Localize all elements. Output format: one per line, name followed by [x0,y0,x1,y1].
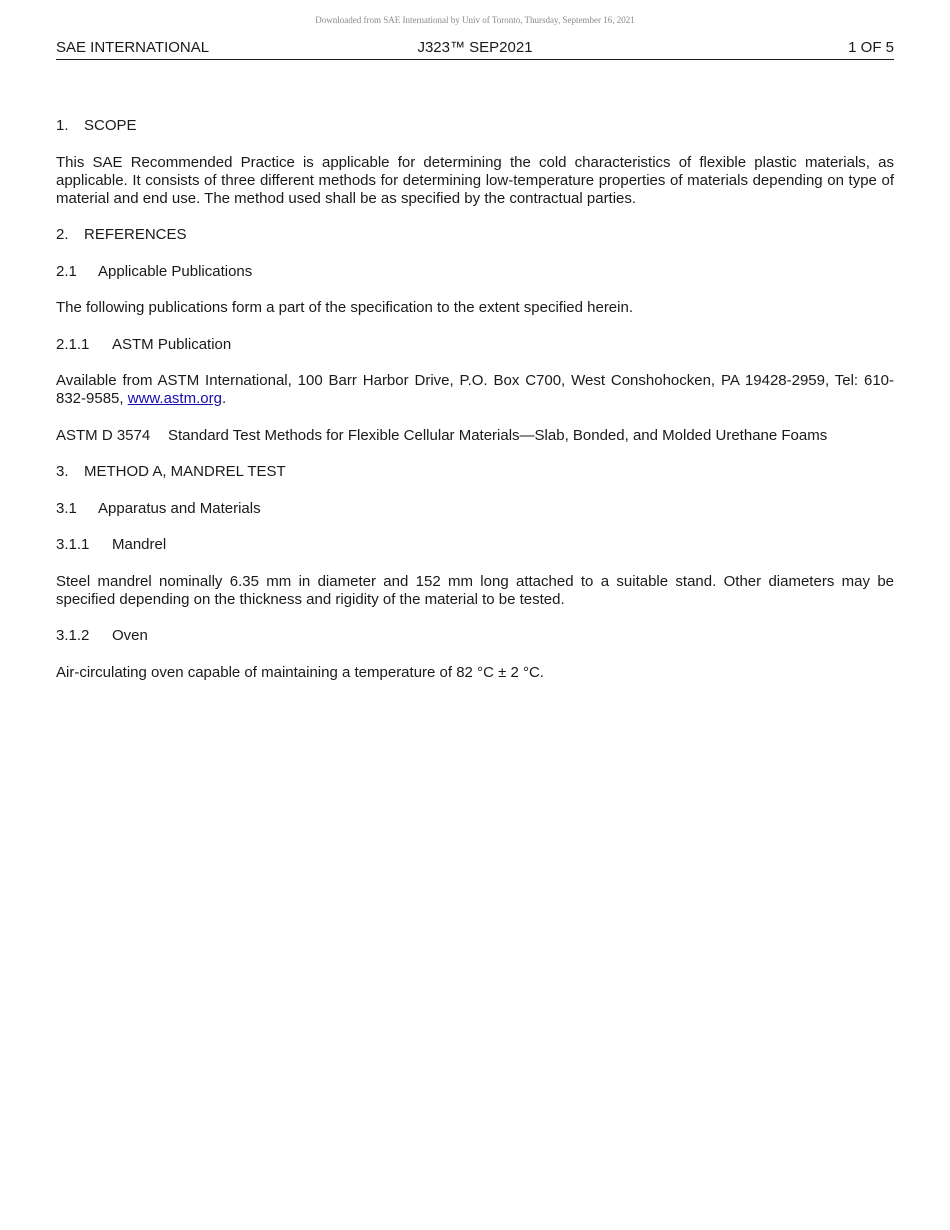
section-title: SCOPE [84,117,137,134]
astm-availability-text: Available from ASTM International, 100 Barr Harbor Drive, P.O. Box C700, West Conshohocken, PA 19428-2959, Tel: 610-832-9585, [56,372,894,407]
document-body [56,117,894,682]
oven-paragraph: Air-circulating oven capable of maintaining a temperature of 82 °C ± 2 °C. [56,663,544,681]
publications-paragraph: The following publications form a part of the specification to the extent specified herein. [56,299,633,316]
section-heading-2-1-1 [56,336,894,354]
section-number: 2.1 [56,262,77,280]
section-heading-2 [56,226,894,244]
section-title: METHOD A, MANDREL TEST [84,463,286,480]
section-title: Applicable Publications [98,262,253,280]
section-number: 3.1.1 [56,536,90,553]
running-header [56,38,894,60]
astm-availability-paragraph [56,372,894,408]
sentence-end: . [221,390,227,407]
mandrel-paragraph: Steel mandrel nominally 6.35 mm in diameter and 152 mm long attached to a suitable stand. Other diameters may be specified depending on the thickness and rigidity of the material to be tested. [56,572,894,608]
section-number: 2. [56,226,69,243]
reference-entry [56,427,894,445]
scope-paragraph: This SAE Recommended Practice is applicable for determining the cold characteristics of flexible plastic materials, as applicable. It consists of three different methods for determining low-temperature properties of materials depending on type of material and end use. The method used shall be as specified by the contractual parties. [56,153,894,207]
reference-title: Standard Test Methods for Flexible Cellular Materials—Slab, Bonded, and Molded Urethane Foams [168,426,828,444]
section-title: REFERENCES [84,226,187,243]
section-heading-3-1 [56,500,894,518]
download-watermark: Downloaded from SAE International by Univ of Toronto, Thursday, September 16, 2021 [315,15,635,25]
section-number: 3. [56,463,69,480]
reference-id: ASTM D 3574 [56,426,151,444]
section-title: Mandrel [112,536,167,553]
astm-website-link[interactable]: www.astm.org [127,390,222,407]
section-heading-3 [56,463,894,481]
section-number: 2.1.1 [56,335,90,353]
section-number: 3.1.2 [56,627,90,644]
header-page-number: 1 OF 5 [848,39,894,56]
section-heading-1 [56,117,894,135]
section-title: Oven [112,627,148,644]
section-title: Apparatus and Materials [98,499,261,517]
section-heading-2-1 [56,263,894,281]
section-heading-3-1-2 [56,627,894,645]
header-doc-id: J323™ SEP2021 [417,39,533,56]
header-org: SAE INTERNATIONAL [56,39,210,56]
section-heading-3-1-1 [56,536,894,554]
section-number: 1. [56,117,69,134]
section-title: ASTM Publication [112,335,232,353]
section-number: 3.1 [56,499,77,517]
